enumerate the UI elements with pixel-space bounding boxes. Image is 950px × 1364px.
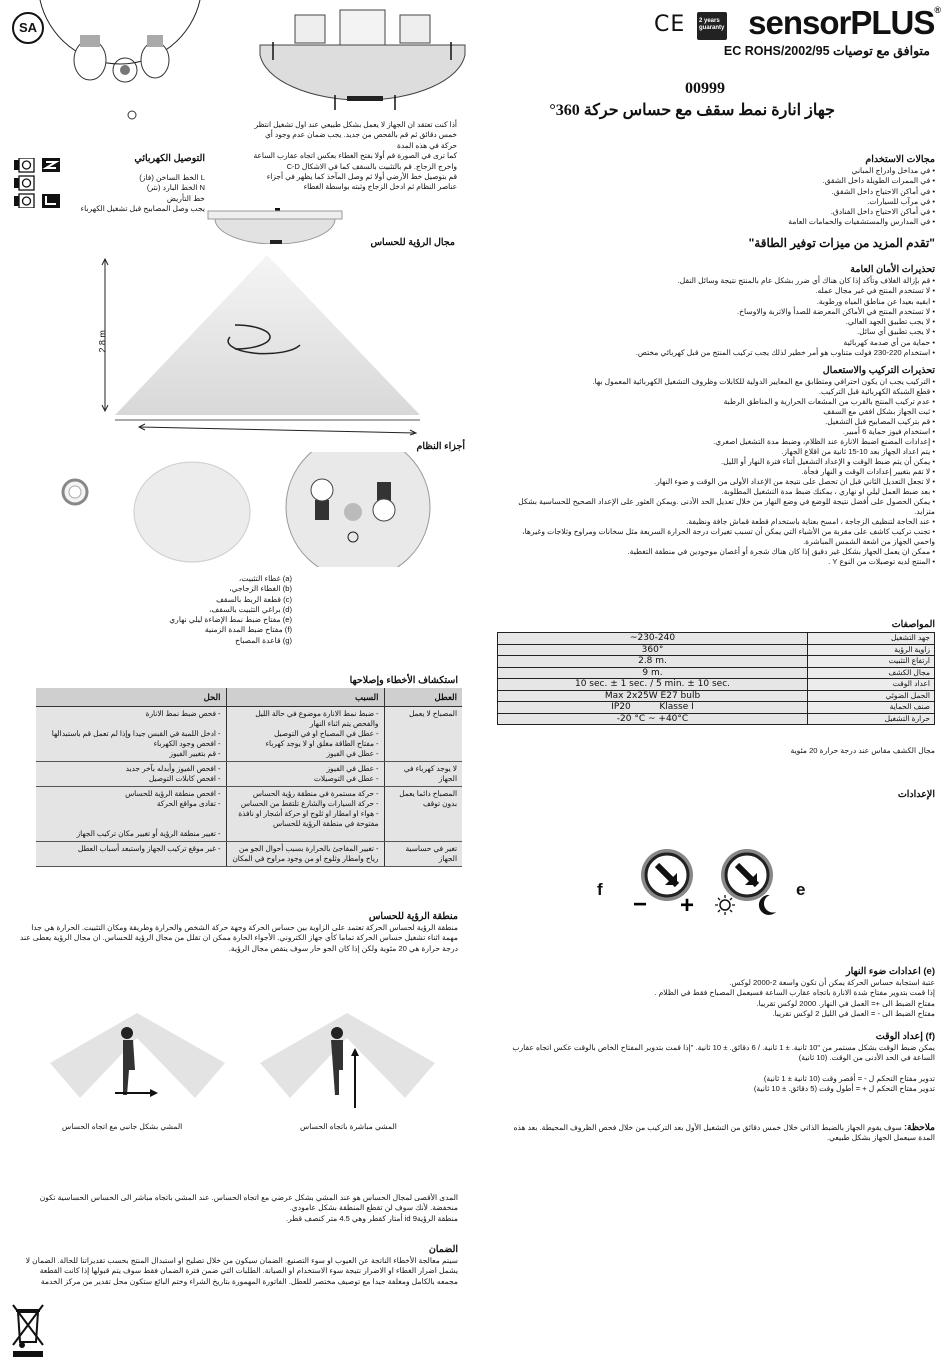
time-line: يمكن ضبط الوقت بشكل مستمر من "10 ثانية. ± 1 ثانية. / 6 دقائق. ± 10 ثانية. "إذا قمت بتدوير المفتاح الخاص بالوقت عكس اتجاه عقارب الساعة في الحد الأدنى من الوقت. (10 ثانية) [512,1043,935,1063]
safety-item: • لا يجب تطبيق أي سائل. [505,327,935,337]
label-f: f [597,880,603,899]
part-item: (b) الغطاء الزجاجي، [229,584,292,594]
spec-value: Max 2x25W E27 bulb [498,690,808,702]
spec-row [498,644,935,656]
usage-heading: مجالات الاستخدام [865,154,935,165]
install-item: • عدم تركيب المنتج بالقرب من المشعات الحرارية و المناطق الرطبة [500,397,935,407]
install-item: • التركيب يجب ان يكون احترافي ومتطابق مع المعايير الدولية للكابلات وظروف التشغيل الكهربائية المعمول بها. [500,377,935,387]
walk-sideways-illustration [45,1008,230,1113]
dome-fixture-illustration [205,208,345,244]
electrical-section: التوصيل الكهربائي L الخط الساخن (فاز) N الخط البارد (نتر) خط التأريض يجب وصل المصابيح قبل تشغيل الكهرباء [5,152,205,214]
bulb-base-illustration [35,0,205,128]
spec-value: 2.8 m. [498,656,808,668]
parts-list [112,574,292,646]
install-item: • المنتج لديه توصيلات من النوع Y . [500,557,935,567]
daylight-line: مفتاح الضبط الى += العمل في النهار. 2000 لوكس تقريبا. [756,998,935,1008]
earth-terminal-icon [42,194,60,208]
spec-row [498,633,935,645]
install-item: • استخدام فيوز حماية 6 أمبير. [500,427,935,437]
install-section [500,364,935,567]
solution-cell: - فحص ضبط نمط الانارة - ادخل اللمبة في القبس جيدا وإذا لم تعمل قم باستبدالها - افحص وجود الكهرباء - قم بتغيير الفيوز [36,707,226,762]
daylight-line: عتبة استجابة حساس الحركة يمكن أن تكون واسعة 2-2000 لوكس. [729,978,935,987]
fault-cell: تغير في حساسية الجهاز [384,842,462,867]
spec-row [498,690,935,702]
column-header: السبب [226,688,384,707]
install-item: • عند الحاجة لتنظيف الزجاجة ، امسح بعناية باستخدام قطعة قماش جافة ونظيفة. [500,517,935,527]
fixture-mounting-illustration [255,0,470,110]
spec-label: الحمل الضوئي [808,690,935,702]
spec-row [498,656,935,668]
troubleshooting-table [36,688,462,867]
install-item: • ممكن ان يعمل الجهاز بشكل غير دقيق إذا كان هناك شجرة أو أغصان موجودين في منطقة التغطية. [500,547,935,557]
time-line: تدوير مفتاح التحكم ل - = أقصر وقت (10 ثانية ± 1 ثانية) [763,1073,935,1083]
install-item: • يمكن أن يتم ضبط الوقت و الإعداد التشغيل أثناء فترة النهار أو الليل. [500,457,935,467]
safety-section [505,263,935,358]
usage-item-list [515,166,935,228]
daylight-line: إذا قمت بتدوير مفتاح شدة الانارة باتجاه عقارب الساعة فسيعمل المصباح فقط في الظلام . [654,988,935,998]
weee-recycle-bin-icon [10,1300,46,1358]
specs-heading: المواصفات [891,619,935,630]
safety-heading: تحذيرات الأمان العامة [850,264,935,275]
solution-cell: - غير موقع تركيب الجهاز واستبعد أسباب العطل [36,842,226,867]
sensor-zone-section: منطقة الرؤية للحساس منطقة الرؤية لحساس الحركة تعتمد على الزاوية بين حساس الحركة وجهة حركة الشخص والحرارة وطريقة ومكان التثبيت. الحرارة هي جدا مهمة اثناء تشغيل حساس الحركة تماما كأي جهاز الكتروني. الأجواء الحارة ممكن ان تقلل من مجال الرؤية للحساس. ان مجال الرؤية يعطى عند درجة حرارة هي 20 مئوية ولكن إذا كان الجو حار سوف ينقص مجال الرؤية. [19,911,458,953]
usage-item: • في مداخل وادراج المباني [515,166,935,176]
product-title: جهاز انارة نمط سقف مع حساس حركة 360° [549,102,835,119]
install-item: • لا تجعل التعديل الثاني قبل ان تحصل على نتيجة من الإعداد الأولى من الوقت و ضوء النهار. [500,477,935,487]
view-field-heading: مجال الرؤية للحساس [370,237,455,248]
spec-value: -20 °C ~ +40°C [498,713,808,725]
spec-value: IP20 Klasse I [498,702,808,714]
country-badge: SA [12,12,44,44]
usage-section [515,153,935,228]
install-heading: تحذيرات التركيب والاستعمال [822,365,935,376]
sun-icon [715,895,735,915]
electrical-line: خط التأريض [166,193,205,203]
spec-value: ~230-240 [498,633,808,645]
safety-item-list [505,276,935,358]
part-item: (g) قاعدة المصباح [235,635,292,645]
spec-value: 360° [498,644,808,656]
safety-item: • حماية من أي صدمة كهربائية [505,338,935,348]
spec-row [498,679,935,691]
table-row [36,842,462,867]
install-item: • بعد ضبط العمل ليلي او نهاري ، يمكنك ضبط مدة التشغيل المطلوبة. [500,487,935,497]
safety-item: • لا تستخدم المنتج في غير مجال عمله. [505,286,935,296]
install-item-list [500,377,935,567]
daylight-line: مفتاح الضبط الى - = العمل في الليل 2 لوكس تقريبا. [772,1008,935,1018]
fault-cell: المصباح دائما يعمل بدون توقف [384,787,462,842]
usage-item: • في المدارس والمستشفيات والحمامات العامة [515,217,935,227]
spec-row [498,667,935,679]
spec-value: 10 sec. ± 1 sec. / 5 min. ± 10 sec. [498,679,808,691]
electrical-line: N الخط البارد (نتر) [146,183,205,193]
energy-slogan: "تقدم المزيد من ميزات توفير الطاقة" [748,236,935,250]
table-header-row [36,688,462,707]
walk-sideways-caption: المشي بشكل جانبي مع اتجاه الحساس [62,1122,183,1131]
system-parts-illustration [55,452,440,567]
electrical-line: يجب وصل المصابيح قبل تشغيل الكهرباء [80,203,205,213]
spec-label: اعداد الوقت [808,679,935,691]
product-code: 00999 [685,80,725,97]
usage-item: • في أماكن الاحتياج داخل الشقق. [515,187,935,197]
safety-item: • لا يجب تطبيق الجهد العالي. [505,317,935,327]
install-item: • ثبت الجهاز بشكل افقي مع السقف [500,407,935,417]
part-item: (d) براغي التثبيت بالسقف، [208,604,292,614]
spec-value: 9 m. [498,667,808,679]
daylight-section: (e) اعدادات ضوء النهار عتبة استجابة حساس الحركة يمكن أن تكون واسعة 2-2000 لوكس. إذا قمت بتدوير مفتاح شدة الانارة باتجاه عقارب الساعة فسيعمل المصباح فقط في الظلام . مفتاح الضبط الى += العمل في النهار. 2000 لوكس تقريبا. مفتاح الضبط الى - = العمل في الليل 2 لوكس تقريبا. [495,965,935,1019]
compliance-text: متوافق مع توصيات 2002/95/EC ROHS [723,44,930,58]
time-section: (f) إعداد الوقت يمكن ضبط الوقت بشكل مستمر من "10 ثانية. ± 1 ثانية. / 6 دقائق. ± 10 ثانية. "إذا قمت بتدوير المفتاح الخاص بالوقت عكس اتجاه عقارب الساعة في الحد الأدنى من الوقت. (10 ثانية) تدوير مفتاح التحكم ل - = أقصر وقت (10 ثانية ± 1 ثانية) تدوير مفتاح التحكم ل + = أطول وقت (5 دقائق. ± 10 ثانية) [495,1030,935,1094]
cause-cell: - تغيير المفاجئ بالحرارة بسبب أحوال الجو من رياح وامطار وثلوج او من وجود مراوح في المكان [226,842,384,867]
part-item-list [112,574,292,646]
table-row [36,787,462,842]
walk-toward-illustration [255,1008,440,1113]
cause-cell: - حركة مستمرة في منطقة رؤية الحساس - حركة السيارات والشارع تلتقط من الحساس - هواء او امطار او ثلوج او حركة أشجار او نافذة مفتوحة في منطقة الرؤية للحساس [226,787,384,842]
install-item: • إعدادات المصنع اضبط الانارة عند الظلام، وضبط مدة التشغيل اصغري. [500,437,935,447]
plus-icon: + [680,892,695,919]
settings-heading: الإعدادات [897,789,935,800]
spec-row [498,713,935,725]
electrical-line: L الخط الساخن (فاز) [139,173,205,182]
specs-note: مجال الكشف مقاس عند درجة حرارة 20 مئوية [790,746,935,755]
walk-toward-caption: المشي مباشرة باتجاه الحساس [300,1122,397,1131]
label-e: e [796,880,806,899]
part-item: (c) قطعة الربط بالسقف [216,594,292,604]
install-item: • يتم اعداد الجهاز بعد 10-15 ثانية من اقلاع الجهاز. [500,447,935,457]
spec-label: زاوية الرؤية [808,644,935,656]
mounting-instructions: أذا كنت تعتقد ان الجهاز لا يعمل بشكل طبيعي عند اول تشغيل انتظر خمس دقائق ثم قم بالفحص من جديد. يجب ضمان عدم وجود أي حركة في هذه المدة كما ترى في الصورة قم أولا بفتح الغطاء بعكس اتجاه عقارب الساعة واخرج الزجاج. قم بالتثبيت بالسقف كما في الاشكال C-D قم بتوصيل خط الأرضي أولا ثم وصل المآخذ كما يظهر في أجزاء عناصر النظام ثم ادخل الزجاج وثبته بواسطة الغطاء [253,120,457,192]
fault-cell: لا يوجد كهرباء في الجهاز [384,762,462,787]
spec-label: ارتفاع التثبيت [808,656,935,668]
install-item: • لا تقم بتغيير إعدادات الوقت و النهار فجأة. [500,467,935,477]
part-item: (a) غطاء التثبيت، [238,574,292,583]
range-section: المدى الأقصى لمجال الحساس هو عند المشي بشكل عرضي مع اتجاه الحساس. عند المشي باتجاه مباشر الى الحساس الحساسية تكون منخفضة. لأنك سوف لن تقطع المنطقة بشكل عامودي. منطقة الرؤيةid 9 أمتار كقطر وهي 4.5 متر كنصف قطر. [39,1193,458,1223]
table-row [36,762,462,787]
spec-label: جهد التشغيل [808,633,935,645]
troubleshooting-heading: استكشاف الأخطاء وإصلاحها [349,675,458,686]
install-item: • قم بتركيب المصابيح قبل التشغيل. [500,417,935,427]
moon-icon [759,895,776,915]
fault-cell: المصباح لا يعمل [384,707,462,762]
self-adjust-note: ملاحظة: سوف يقوم الجهاز بالضبط الذاتي خلال خمس دقائق من التشغيل الأول بعد التركيب من خلال فحص الظروف المحيطة. بعد هذه المدة سيعمل الجهاز بشكل طبيعي. [513,1122,935,1143]
part-item: (e) مفتاح ضبط نمط الإضاءة ليلي نهاري [169,615,292,625]
column-header: العطل [384,688,462,707]
safety-item: • ابقيه بعيدا عن مناطق المياه ورطوبة. [505,297,935,307]
safety-item: • استخدام 220-230 فولت متناوب هو أمر خطير لذلك يجب تركيب المنتج من قبل كهربائي مختص. [505,348,935,358]
spec-label: صنف الحماية [808,702,935,714]
specs-table [497,632,935,725]
install-item: • تجنب تركيب كاشف على مقربة من الأشياء التي يمكن أن تسبب تغيرات درجة الحرارة السريعة مثل سخانات ومراوح وثلاجات وغيرها، واحمي الجهاز من اشعة الشمس المباشرة. [500,527,935,547]
mounting-height-label: 2.8 m. [97,327,108,353]
detection-field-diagram [95,255,425,440]
cause-cell: - عطل في الفيوز - عطل في التوصيلات [226,762,384,787]
terminal-block [14,158,64,211]
spec-row [498,702,935,714]
column-header: الحل [36,688,226,707]
ce-mark: CE [654,12,686,37]
solution-cell: - افحص منطقة الرؤية للحساس - تفادى مواقع الحركة - تغيير منطقة الرؤية أو تغيير مكان تركيب الجهاز [36,787,226,842]
settings-knobs-illustration [625,845,795,920]
usage-item: • في مرآب للسيارات. [515,197,935,207]
brand-logo: sensorPLUS® [748,4,940,41]
install-item: • قطع الشبكة الكهربائية قبل التركيب. [500,387,935,397]
guarantee-badge: 2 years guaranty [697,12,727,40]
spec-label: حرارة التشغيل [808,713,935,725]
warranty-section: الضمان سيتم معالجة الأخطاء الناتجة عن العيوب او سوء التصنيع. الضمان سيكون من خلال تصليح او استبدال المنتج بحسب تقديراتنا للحالة. الضمان لا يشمل اضرار الغطاء او الاضرار نتيجة سوء الاستخدام او الصيانة. الطلبات التي ضمن فترة الضمان فقط سوف يتم قبولها إذا كانت القطعة مجمعه بالكامل ومغلفة جيدا مع توصيف مختصر للعطل. الفاتورة المهمورة بتاريخ الشراء وختم البائع ستكون محل تقدير من مركز الخدمة [25,1244,458,1286]
safety-item: • قم بإزالة الغلاف وتأكد إذا كان هناك أي ضرر بشكل عام بالمنتج نتيجة وسائل النقل. [505,276,935,286]
table-row [36,707,462,762]
usage-item: • في الممرات الطويلة داخل الشقق. [515,176,935,186]
daylight-knob [721,849,773,901]
cause-cell: - ضبط نمط الانارة موضوع في حالة الليل والفحص يتم اثناء النهار - عطل في المصباح او في التوصيل - مفتاح الطاقة مغلق او لا يوجد كهرباء - عطل في الفيوز [226,707,384,762]
part-item: (f) مفتاح ضبط المدة الزمنية [204,625,292,635]
usage-item: • في أماكن الاحتياج داخل الفنادق. [515,207,935,217]
minus-icon: − [633,891,648,918]
daylight-line-list [495,978,935,1019]
solution-cell: - افحص الفيوز وأبدله بآخر جديد - افحص كابلات التوصيل [36,762,226,787]
time-line: تدوير مفتاح التحكم ل + = أطول وقت (5 دقائق. ± 10 ثانية) [753,1084,935,1094]
safety-item: • لا تستخدم المنتج في الأماكن المعرضة للصدأ والاتربة والاوساخ. [505,307,935,317]
parts-heading: أجزاء النظام [416,441,465,452]
install-item: • يمكن الحصول على أفضل نتيجة للوضع في وضع النهار من خلال تعديل الحد الأدنى .ويمكن العثور على الإعداد الصحيح للحساسية بشكل متزايد. [500,497,935,517]
spec-label: مجال الكشف [808,667,935,679]
